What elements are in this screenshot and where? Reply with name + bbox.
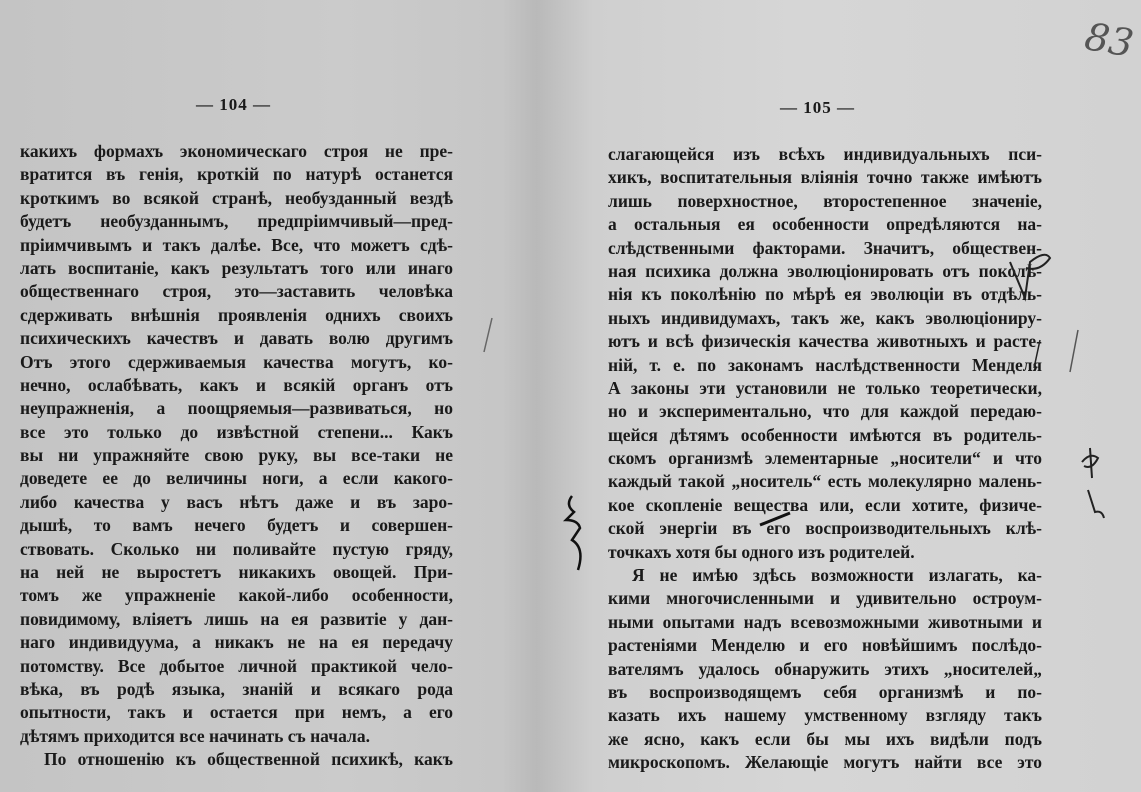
text-line: либо качества у васъ нѣтъ даже и въ заро- xyxy=(20,491,453,512)
margin-insertion-mark xyxy=(566,496,580,570)
text-line: повидимому, вліяетъ лишь на ея развитіе у дан- xyxy=(20,608,453,629)
text-line: нія къ поколѣнію по мѣрѣ ея эволюціи въ отдѣль- xyxy=(608,284,1042,305)
text-line: томъ же упражненіе какой-либо особенности, xyxy=(20,585,453,606)
text-line: слагающейся изъ всѣхъ индивидуальныхъ пси- xyxy=(608,144,1042,164)
text-line: все это только до извѣстной степени... Какъ xyxy=(20,421,453,442)
text-line: вы ни упражняйте свою руку, вы все-таки не xyxy=(20,445,453,466)
text-line: ныхъ индивидумахъ, такъ же, какъ эволюціониру- xyxy=(608,307,1042,328)
text-line: но и экспериментально, что для каждой передаю- xyxy=(608,401,1042,422)
text-line: потомству. Все добытое личной практикой чело- xyxy=(20,655,453,676)
text-line: дышѣ, то вамъ нечего будетъ и совершен- xyxy=(20,515,453,536)
text-line: ная психика должна эволюціонировать отъ поколѣ- xyxy=(608,260,1042,281)
text-line: же ясно, какъ если бы мы ихъ видѣли подъ xyxy=(608,728,1042,749)
text-line: ской энергіи въ его воспроизводительныхъ клѣ- xyxy=(608,518,1042,539)
text-line: пріимчивымъ и такъ далѣе. Все, что можетъ сдѣ- xyxy=(20,234,453,255)
margin-symbol-phi xyxy=(1082,448,1098,478)
page-number-105: — 105 — xyxy=(780,98,855,117)
text-line: доведете ее до величины ноги, а если какого- xyxy=(20,468,453,489)
text-line: лишь поверхностное, второстепенное значеніе, xyxy=(608,190,1042,211)
text-line: Отъ этого сдерживаемыя качества могутъ, ко- xyxy=(20,351,453,372)
text-line: слѣдственными факторами. Значитъ, обществен- xyxy=(608,237,1042,258)
page-number-104: — 104 — xyxy=(196,95,271,114)
text-line: скомъ организмѣ элементарные „носители“ и что xyxy=(608,448,1042,469)
handwritten-folio-number: 83 xyxy=(1081,14,1137,66)
text-line: ствовать. Сколько ни поливайте пустую гряду, xyxy=(20,538,453,559)
margin-tick-left xyxy=(484,318,492,352)
margin-tick-right xyxy=(1070,330,1078,372)
text-line: каждый такой „носитель“ есть молекулярно малень- xyxy=(608,471,1042,492)
text-line: кроткимъ во всякой странѣ, необузданный вездѣ xyxy=(20,187,453,208)
text-line: микроскопомъ. Желающіе могутъ найти все это xyxy=(608,752,1042,773)
text-line: вателямъ удалось обнаружить этихъ „носителей„ xyxy=(608,658,1042,679)
text-line: въ воспроизводящемъ себя организмѣ и по- xyxy=(608,681,1042,702)
text-line: По отношенію къ общественной психикѣ, какъ xyxy=(44,749,453,770)
text-line: Я не имѣю здѣсь возможности излагать, ка- xyxy=(632,565,1042,586)
text-line: лать воспитаніе, какъ результатъ того или инаго xyxy=(20,257,453,278)
text-line: будетъ необузданнымъ, предпріимчивый—пред- xyxy=(20,211,453,232)
text-line: ютъ и всѣ физическія качества животныхъ и расте- xyxy=(608,331,1042,352)
text-line: сдерживать внѣшнія проявленія однихъ своихъ xyxy=(20,304,453,325)
text-line: вратится въ генія, кроткій по натурѣ останется xyxy=(20,164,453,185)
left-page-text xyxy=(20,140,453,772)
text-line: казать ихъ нашему умственному взгляду такъ xyxy=(608,705,1042,726)
text-line: наго индивидуума, а никакъ не на ея передачу xyxy=(20,632,453,653)
text-line: щейся дѣтямъ особенности имѣются въ родитель- xyxy=(608,424,1042,445)
text-line: нечно, ослабѣвать, какъ и всякій органъ отъ xyxy=(20,374,453,395)
text-line: хикъ, воспитательныя вліянія точно также имѣютъ xyxy=(608,167,1042,188)
text-line: А законы эти установили не только теоретически, xyxy=(608,377,1042,398)
text-line: кое скопленіе вещества или, если хотите, физиче- xyxy=(608,494,1042,515)
text-line: на ней не выростетъ никакихъ овощей. При- xyxy=(20,562,453,583)
text-line: какихъ формахъ экономическаго строя не пре- xyxy=(20,141,453,161)
text-line: кими многочисленными и удивительно остроум- xyxy=(608,588,1042,609)
text-line: вѣка, въ родѣ языка, знаній и всякаго рода xyxy=(20,678,453,699)
right-page-text xyxy=(608,143,1042,775)
text-line: психическихъ качествъ и давать волю другимъ xyxy=(20,328,453,349)
text-line: точкахъ хотя бы одного изъ родителей. xyxy=(608,541,915,562)
text-line: растеніями Менделю и его новѣйшимъ послѣдо- xyxy=(608,635,1042,656)
text-line: дѣтямъ приходится все начинать съ начала. xyxy=(20,725,370,746)
text-line: ными опытами надъ всевозможными животными и xyxy=(608,611,1042,632)
text-line: общественнаго строя, это—заставить человѣка xyxy=(20,281,453,302)
text-line: опытности, такъ и остается при немъ, а его xyxy=(20,702,453,723)
margin-symbol-slash xyxy=(1088,490,1104,518)
text-line: неупражненія, а поощряемыя—развиваться, но xyxy=(20,398,453,419)
text-line: а остальныя ея особенности опредѣляются на- xyxy=(608,214,1042,235)
text-line: ній, т. е. по законамъ наслѣдственности Менделя xyxy=(608,354,1042,375)
